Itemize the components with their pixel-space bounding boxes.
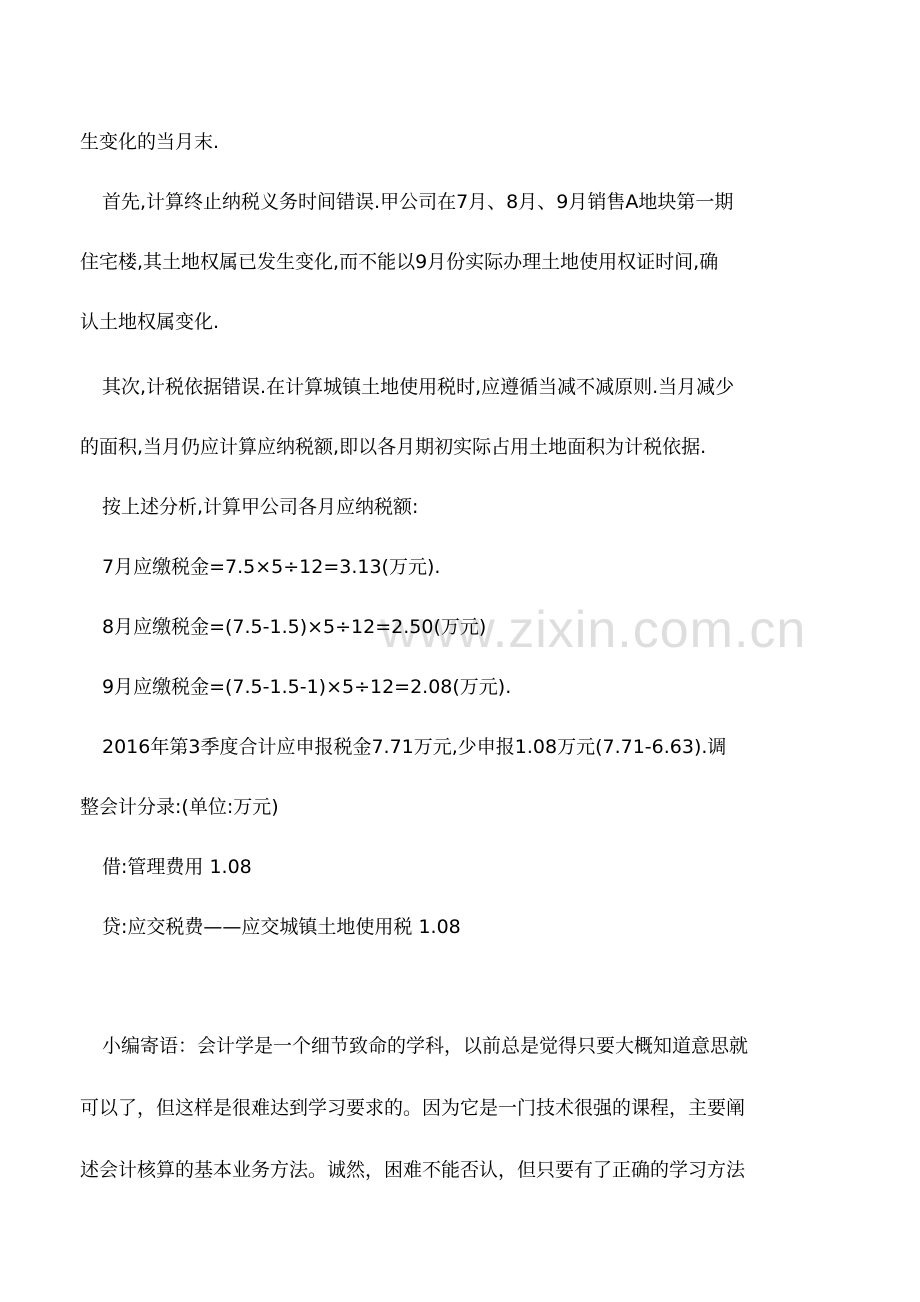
editor-note-line: 可以了，但这样是很难达到学习要求的。因为它是一门技术很强的课程，主要阐 bbox=[80, 1097, 746, 1119]
paragraph-line: 生变化的当月末. bbox=[80, 131, 220, 153]
journal-entry-credit: 贷:应交税费——应交城镇土地使用税 1.08 bbox=[102, 916, 461, 938]
editor-note-line: 小编寄语：会计学是一个细节致命的学科，以前总是觉得只要大概知道意思就 bbox=[102, 1035, 749, 1057]
formula-line: 7月应缴税金=7.5×5÷12=3.13(万元). bbox=[102, 556, 441, 578]
formula-line: 9月应缴税金=(7.5-1.5-1)×5÷12=2.08(万元). bbox=[102, 676, 512, 698]
editor-note-line: 述会计核算的基本业务方法。诚然，困难不能否认，但只要有了正确的学习方法 bbox=[80, 1159, 746, 1181]
paragraph-line: 的面积,当月仍应计算应纳税额,即以各月期初实际占用土地面积为计税依据. bbox=[80, 436, 707, 458]
paragraph-line: 住宅楼,其土地权属已发生变化,而不能以9月份实际办理土地使用权证时间,确 bbox=[80, 251, 719, 273]
formula-line: 8月应缴税金=(7.5-1.5)×5÷12=2.50(万元) bbox=[102, 616, 487, 638]
paragraph-line: 2016年第3季度合计应申报税金7.71万元,少申报1.08万元(7.71-6.63).调 bbox=[102, 736, 727, 758]
watermark: www.zixin.com.cn bbox=[380, 601, 807, 659]
paragraph-line: 其次,计税依据错误.在计算城镇土地使用税时,应遵循当减不减原则.当月减少 bbox=[102, 376, 735, 398]
paragraph-line: 整会计分录:(单位:万元) bbox=[80, 796, 279, 818]
journal-entry-debit: 借:管理费用 1.08 bbox=[102, 856, 252, 878]
paragraph-line: 认土地权属变化. bbox=[80, 311, 220, 333]
paragraph-line: 按上述分析,计算甲公司各月应纳税额: bbox=[102, 496, 419, 518]
paragraph-line: 首先,计算终止纳税义务时间错误.甲公司在7月、8月、9月销售A地块第一期 bbox=[102, 191, 734, 213]
